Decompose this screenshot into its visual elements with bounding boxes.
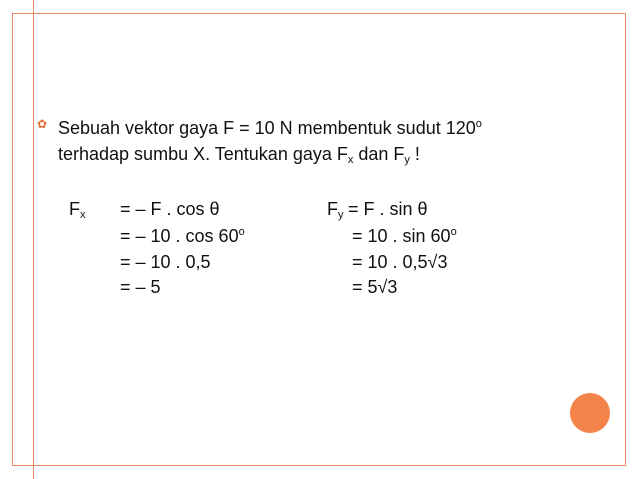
- fx-line-4: = – 5: [120, 277, 161, 297]
- decorative-circle: [570, 393, 610, 433]
- problem-line-1: Sebuah vektor gaya F = 10 N membentuk sudut 120: [58, 118, 476, 138]
- problem-line-2: terhadap sumbu X. Tentukan gaya F: [58, 144, 348, 164]
- degree-sup: o: [475, 118, 482, 130]
- sub-y: y: [404, 154, 410, 166]
- problem-line-2-end: !: [409, 144, 420, 164]
- flower-bullet-icon: ✿: [37, 117, 48, 131]
- fx-line-2: = – 10 . cos 60$^o$: [120, 226, 245, 246]
- slide-frame: [12, 13, 626, 466]
- fy-line-1: = F . sin θ: [348, 199, 428, 219]
- problem-line-2-mid: dan F: [353, 144, 405, 164]
- problem-text: [58, 115, 482, 167]
- fx-line-1: = – F . cos θ: [120, 199, 220, 219]
- fy-label: $F_y$: [327, 199, 344, 221]
- fx-line-3: = – 10 . 0,5: [120, 252, 211, 272]
- left-accent-line: [33, 0, 34, 479]
- fy-line-3: = 10 . 0,5√3: [352, 252, 448, 272]
- fx-label: $F_x$: [69, 199, 86, 221]
- sub-x: x: [347, 154, 354, 166]
- fy-line-4: = 5√3: [352, 277, 398, 297]
- fy-line-2: = 10 . sin 60$^o$: [352, 226, 457, 246]
